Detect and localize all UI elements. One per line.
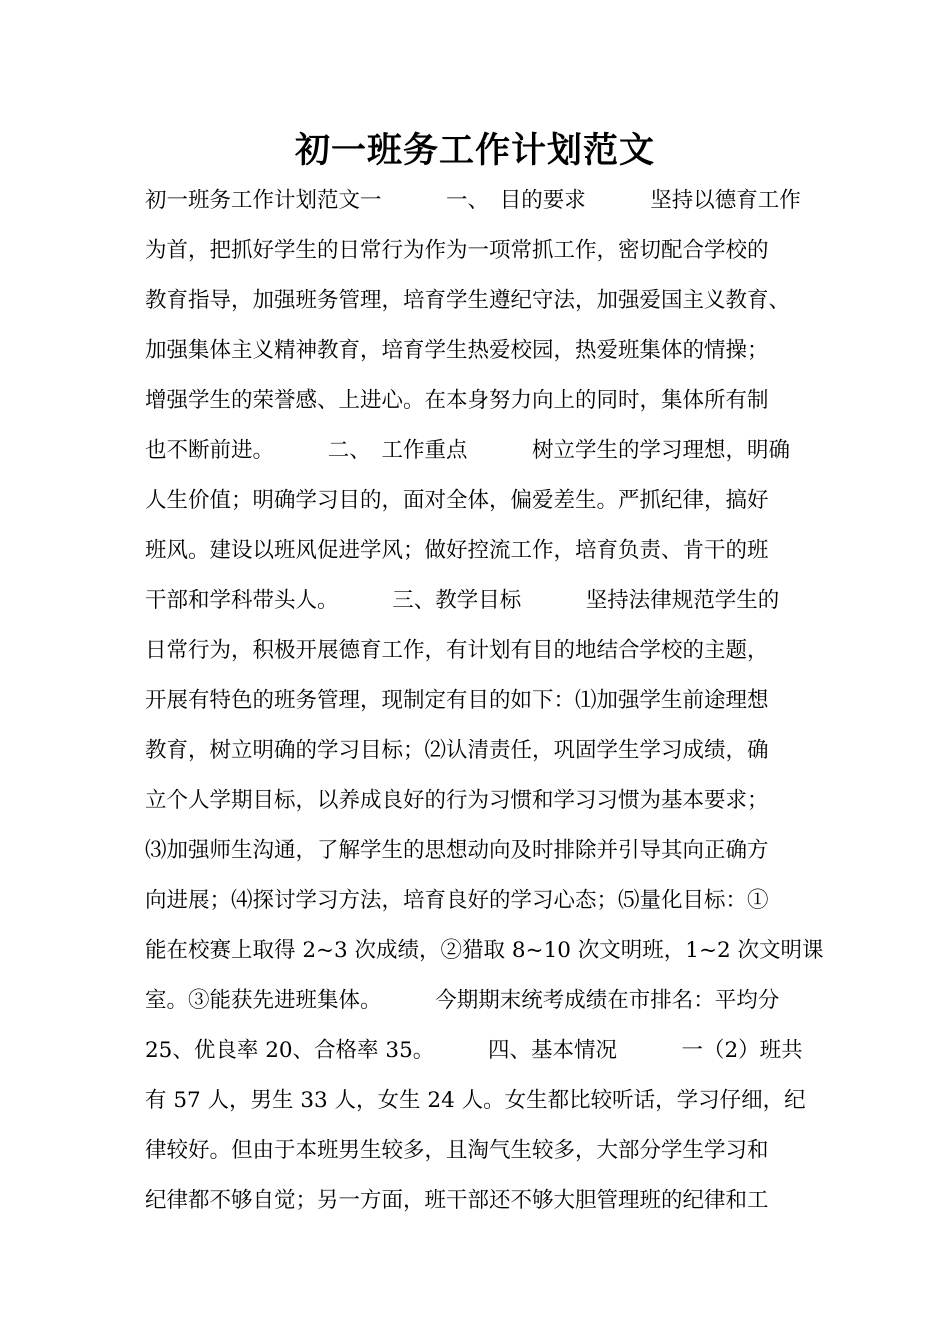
body-line: 纪律都不够自觉；另一方面，班干部还不够大胆管理班的纪律和工: [145, 1188, 769, 1213]
body-line: 人生价值；明确学习目的，面对全体，偏爱差生。严抓纪律，搞好: [145, 488, 769, 513]
body-line: 初一班务工作计划范文一 一、 目的要求 坚持以德育工作: [145, 188, 801, 213]
body-line: 能在校赛上取得 2~3 次成绩，②猎取 8~10 次文明班，1~2 次文明课: [145, 938, 824, 963]
body-line: 为首，把抓好学生的日常行为作为一项常抓工作，密切配合学校的: [145, 238, 769, 263]
body-line: 班风。建设以班风促进学风；做好控流工作，培育负责、肯干的班: [145, 538, 769, 563]
body-line: 向进展；⑷探讨学习方法，培育良好的学习心态；⑸量化目标：①: [145, 888, 769, 913]
body-line: 也不断前进。 二、 工作重点 树立学生的学习理想，明确: [145, 438, 791, 463]
body-line: 日常行为，积极开展德育工作，有计划有目的地结合学校的主题，: [145, 638, 769, 663]
document-body: [145, 176, 824, 1226]
body-line: 律较好。但由于本班男生较多，且淘气生较多，大部分学生学习和: [145, 1138, 769, 1163]
body-line: 立个人学期目标，以养成良好的行为习惯和学习习惯为基本要求；: [145, 788, 769, 813]
document-title: 初一班务工作计划范文: [294, 131, 655, 171]
body-line: 25、优良率 20、合格率 35。 四、基本情况 一（2）班共: [145, 1038, 803, 1063]
body-line: 教育指导，加强班务管理，培育学生遵纪守法，加强爱国主义教育、: [145, 288, 791, 313]
body-line: 室。③能获先进班集体。 今期期末统考成绩在市排名：平均分: [145, 988, 780, 1013]
body-line: 开展有特色的班务管理，现制定有目的如下：⑴加强学生前途理想: [145, 688, 769, 713]
body-line: 增强学生的荣誉感、上进心。在本身努力向上的同时，集体所有制: [145, 388, 769, 413]
body-line: 干部和学科带头人。 三、教学目标 坚持法律规范学生的: [145, 588, 780, 613]
body-line: 加强集体主义精神教育，培育学生热爱校园，热爱班集体的情操；: [145, 338, 769, 363]
body-line: ⑶加强师生沟通，了解学生的思想动向及时排除并引导其向正确方: [145, 838, 769, 863]
body-line: 教育，树立明确的学习目标；⑵认清责任，巩固学生学习成绩，确: [145, 738, 769, 763]
body-line: 有 57 人，男生 33 人，女生 24 人。女生都比较听话，学习仔细，纪: [145, 1088, 806, 1113]
